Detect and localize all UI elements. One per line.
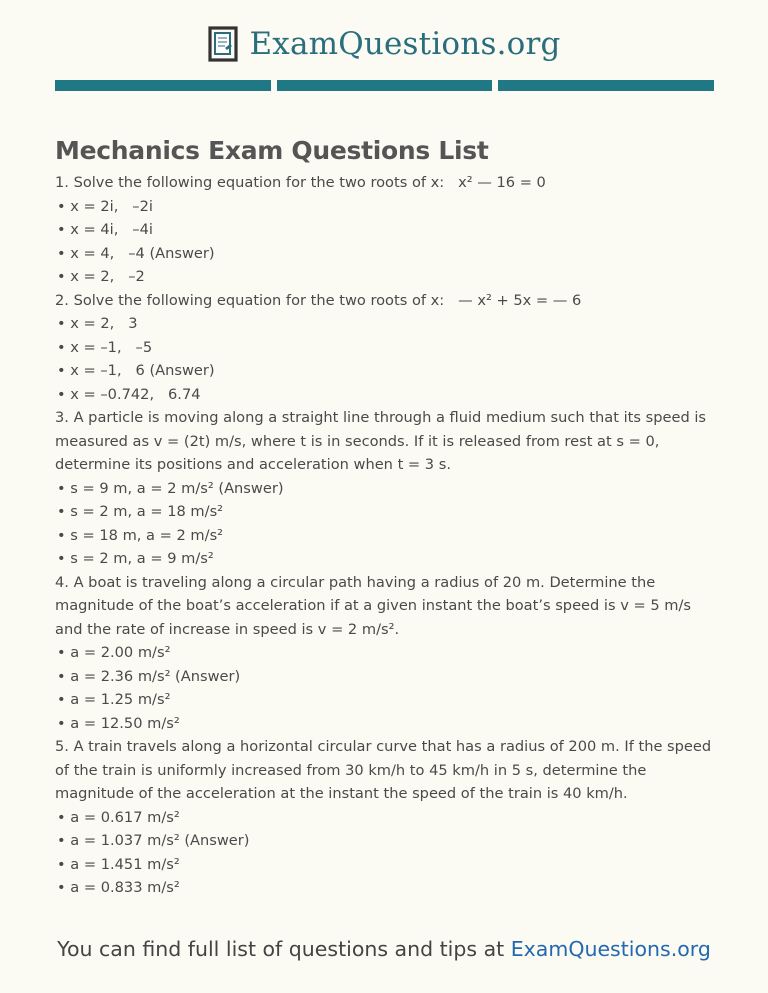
answer-option: • x = 2, –2	[57, 268, 145, 285]
answer-option: • a = 1.25 m/s²	[57, 691, 171, 708]
question-3	[55, 406, 715, 571]
header-divider	[55, 80, 714, 91]
page-title: Mechanics Exam Questions List	[55, 136, 489, 165]
answer-option: • x = 2, 3	[57, 315, 138, 332]
question-1	[55, 171, 715, 289]
question-text: 1. Solve the following equation for the two roots of x: x² — 16 = 0	[55, 174, 546, 191]
answer-option: • a = 2.36 m/s² (Answer)	[57, 667, 241, 685]
site-logo[interactable]	[207, 24, 560, 64]
answer-option: • a = 0.833 m/s²	[57, 879, 180, 896]
main-content	[55, 136, 715, 900]
answer-option: • x = –1, 6 (Answer)	[57, 362, 215, 379]
answer-option: • x = 2i, –2i	[57, 197, 153, 215]
answer-option: • x = –1, –5	[57, 338, 153, 356]
answer-option: • s = 2 m, a = 9 m/s²	[57, 550, 214, 567]
answer-option: • s = 9 m, a = 2 m/s² (Answer)	[57, 479, 284, 497]
question-2	[55, 289, 715, 407]
header	[0, 18, 768, 70]
answer-option: • s = 18 m, a = 2 m/s²	[57, 526, 224, 544]
question-text: 2. Solve the following equation for the two roots of x: — x² + 5x = — 6	[55, 291, 582, 309]
exam-paper-icon	[207, 24, 247, 64]
question-5	[55, 735, 715, 900]
question-4	[55, 571, 715, 736]
footer-text: You can find full list of questions and tips at	[57, 937, 511, 961]
answer-option: • a = 1.037 m/s² (Answer)	[57, 832, 250, 849]
answer-option: • a = 1.451 m/s²	[57, 855, 180, 873]
divider-bar-1	[55, 80, 271, 91]
question-text: 5. A train travels along a horizontal circular curve that has a radius of 200 m. If the speed of the train is uniformly increased from 30 km/h to 45 km/h in 5 s, determine the magnitude of the acceleration at the instant the speed of the train is 40 km/h.	[55, 738, 716, 802]
answer-option: • a = 12.50 m/s²	[57, 714, 180, 732]
answer-option: • x = 4i, –4i	[57, 221, 153, 238]
answer-option: • a = 2.00 m/s²	[57, 644, 171, 661]
question-text: 4. A boat is traveling along a circular path having a radius of 20 m. Determine the magnitude of the boat’s acceleration if at a given instant the boat’s speed is v = 5 m/s and the rate of increase in speed is v = 2 m/s².	[55, 573, 696, 638]
answer-option: • s = 2 m, a = 18 m/s²	[57, 503, 224, 520]
answer-option: • x = 4, –4 (Answer)	[57, 244, 215, 262]
logo-text: ExamQuestions.org	[249, 26, 561, 62]
footer	[0, 937, 768, 961]
question-text: 3. A particle is moving along a straight line through a fluid medium such that its speed is measured as v = (2t) m/s, where t is in seconds. If it is released from rest at s = 0, determine its positions and acceleration when t = 3 s.	[55, 409, 711, 473]
divider-bar-2	[277, 80, 493, 91]
divider-bar-3	[498, 80, 714, 91]
answer-option: • a = 0.617 m/s²	[57, 808, 180, 826]
footer-site-link[interactable]: ExamQuestions.org	[510, 937, 711, 961]
answer-option: • x = –0.742, 6.74	[57, 385, 201, 403]
